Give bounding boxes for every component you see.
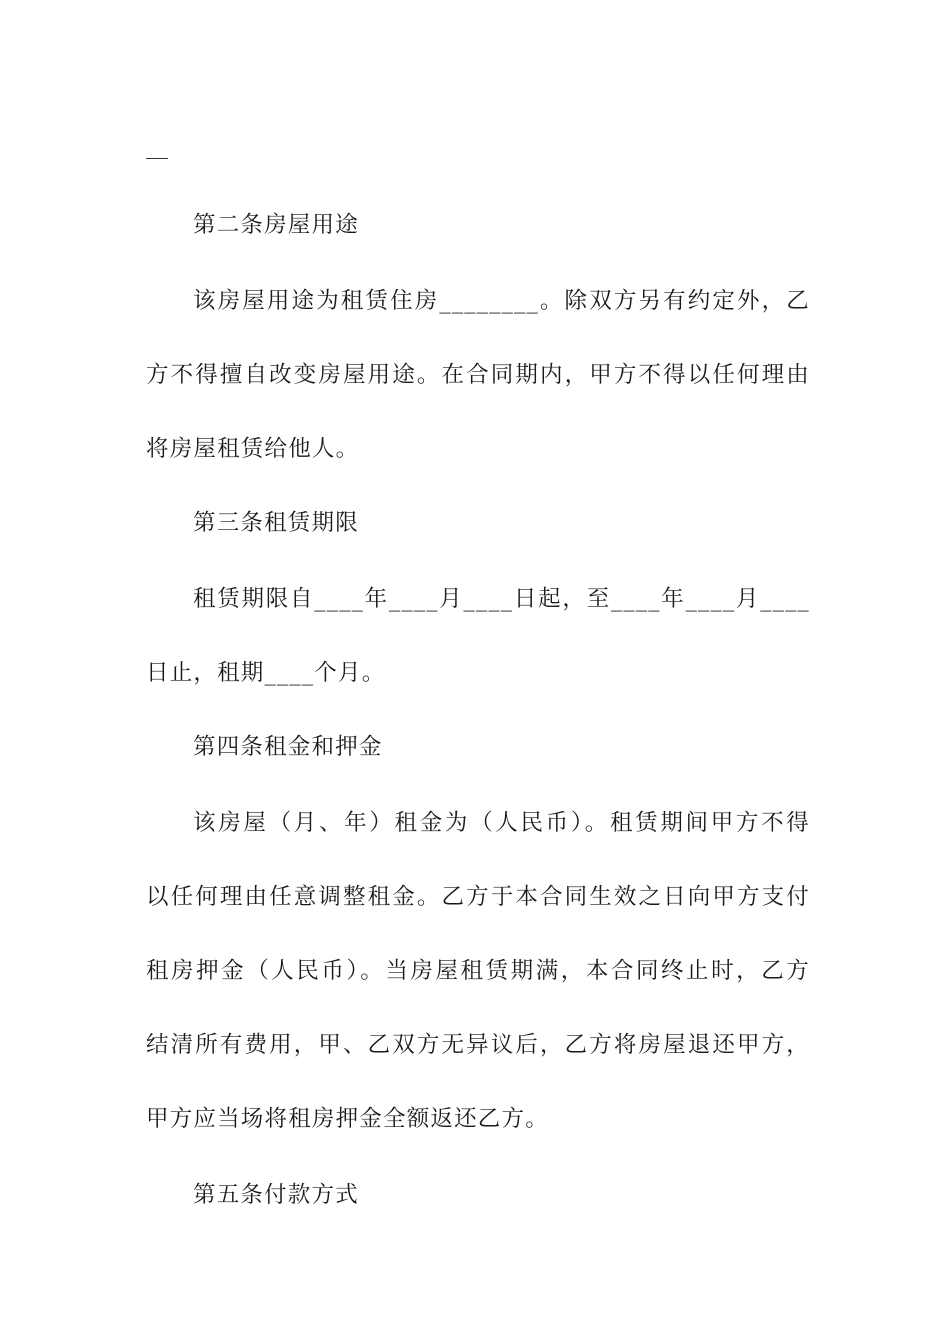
paragraph-line: 该房屋用途为租赁住房________。除双方另有约定外，乙 [193,288,810,314]
paragraph-line: 将房屋租赁给他人。 [146,436,360,462]
paragraph-line: 结清所有费用，甲、乙双方无异议后，乙方将房屋退还甲方， [146,1032,810,1058]
paragraph-line: 租赁期限自____年____月____日起，至____年____月____ [193,586,810,612]
heading-article-3: 第三条租赁期限 [193,510,359,536]
heading-article-5: 第五条付款方式 [193,1182,359,1208]
paragraph-line: 日止，租期____个月。 [146,660,386,686]
paragraph-line: 以任何理由任意调整租金。乙方于本合同生效之日向甲方支付 [146,884,810,910]
top-dash-mark [146,158,168,159]
paragraph-line: 方不得擅自改变房屋用途。在合同期内，甲方不得以任何理由 [146,362,810,388]
paragraph-line: 甲方应当场将租房押金全额返还乙方。 [146,1106,549,1132]
heading-article-4: 第四条租金和押金 [193,734,383,760]
heading-article-2: 第二条房屋用途 [193,212,359,238]
paragraph-line: 该房屋（月、年）租金为（人民币）。租赁期间甲方不得 [193,810,810,836]
paragraph-line: 租房押金（人民币）。当房屋租赁期满，本合同终止时，乙方 [146,958,810,984]
